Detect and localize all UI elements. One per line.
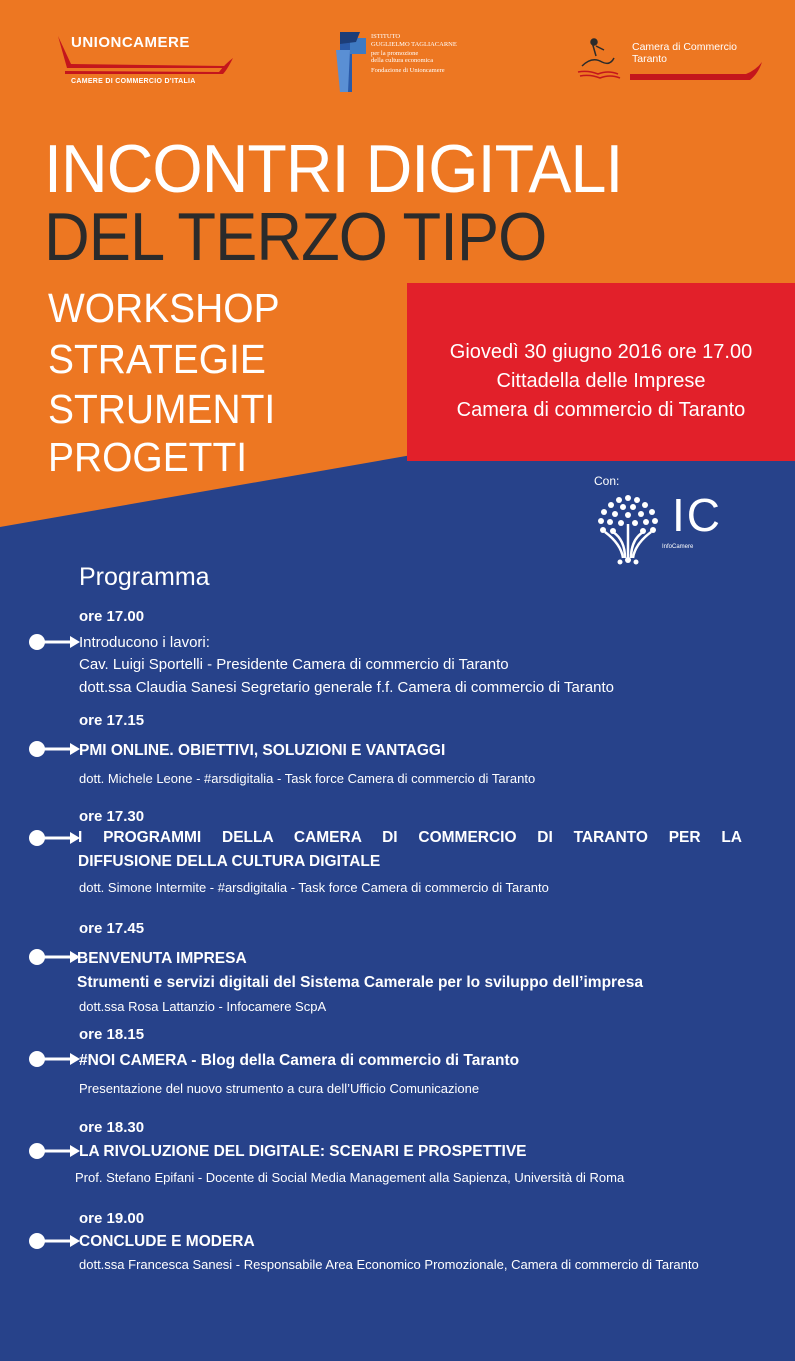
session-1-line3: dott.ssa Claudia Sanesi Segretario generale f.f. Camera di commercio di Taranto [79, 679, 614, 696]
session-1-line2: Cav. Luigi Sportelli - Presidente Camera di commercio di Taranto [79, 656, 509, 673]
workshop-word: WORKSHOP [48, 285, 280, 331]
infocamere-logo-text: IC [672, 489, 722, 541]
session-6-speaker: Prof. Stefano Epifani - Docente di Social Media Management alla Sapienza, Università di Roma [75, 1170, 625, 1185]
session-6-time: ore 18.30 [79, 1119, 145, 1136]
event-host: Camera di commercio di Taranto [456, 399, 746, 421]
event-info [407, 338, 795, 425]
session-1-time: ore 17.00 [79, 608, 145, 625]
tagliacarne-line5: Fondazione di Unioncamere [371, 67, 445, 74]
dolphin-rider-icon [578, 39, 620, 78]
main-title-line2: DEL TERZO TIPO [44, 199, 547, 275]
session-3-time: ore 17.30 [79, 808, 145, 825]
partner-label: Con: [594, 474, 620, 488]
infocamere-tree-icon [595, 492, 661, 566]
session-2-speaker: dott. Michele Leone - #arsdigitalia - Task force Camera di commercio di Taranto [79, 771, 536, 786]
session-4-heading-line1: BENVENUTA IMPRESA [77, 950, 247, 967]
session-7-speaker: dott.ssa Francesca Sanesi - Responsabile Area Economico Promozionale, Camera di commercio di Taranto [79, 1257, 699, 1272]
arrow-bullet-icon [28, 1142, 80, 1160]
progetti-word: PROGETTI [48, 434, 248, 480]
camera-taranto-line2: Taranto [632, 53, 668, 65]
session-7-time: ore 19.00 [79, 1210, 145, 1227]
strumenti-word: STRUMENTI [48, 386, 276, 432]
session-4-speaker: dott.ssa Rosa Lattanzio - Infocamere ScpA [79, 999, 327, 1014]
event-venue: Cittadella delle Imprese [496, 370, 706, 392]
unioncamere-logo [55, 28, 235, 98]
camera-taranto-logo [574, 36, 764, 86]
tagliacarne-line3: per la promozione [371, 50, 419, 57]
arrow-bullet-icon [28, 1232, 80, 1250]
tagliacarne-emblem-icon [334, 30, 368, 94]
infocamere-logo-subtitle: InfoCamere [662, 544, 694, 550]
strategie-word: STRATEGIE [48, 336, 266, 382]
main-title-line1: INCONTRI DIGITALI [44, 131, 623, 207]
session-7-heading: CONCLUDE E MODERA [79, 1233, 255, 1250]
session-5-time: ore 18.15 [79, 1026, 145, 1043]
arrow-bullet-icon [28, 633, 80, 651]
camera-taranto-line1: Camera di Commercio [632, 41, 738, 53]
arrow-bullet-icon [28, 829, 80, 847]
tagliacarne-line2: GUGLIELMO TAGLIACARNE [371, 41, 457, 48]
program-title: Programma [79, 563, 210, 591]
session-5-heading: #NOI CAMERA - Blog della Camera di commercio di Taranto [79, 1052, 520, 1069]
session-2-time: ore 17.15 [79, 712, 145, 729]
arrow-bullet-icon [28, 948, 80, 966]
session-4-heading-line2: Strumenti e servizi digitali del Sistema Camerale per lo sviluppo dell’impresa [77, 974, 643, 991]
session-2-heading: PMI ONLINE. OBIETTIVI, SOLUZIONI E VANTAGGI [79, 742, 446, 759]
unioncamere-name: UNIONCAMERE [71, 34, 190, 51]
session-3-heading-line2: DIFFUSIONE DELLA CULTURA DIGITALE [78, 853, 381, 870]
session-6-heading: LA RIVOLUZIONE DEL DIGITALE: SCENARI E PROSPETTIVE [79, 1143, 527, 1160]
session-5-speaker: Presentazione del nuovo strumento a cura dell’Ufficio Comunicazione [79, 1081, 480, 1096]
tagliacarne-line4: della cultura economica [371, 57, 434, 64]
session-4-time: ore 17.45 [79, 920, 145, 937]
session-1-line1: Introducono i lavori: [79, 634, 210, 651]
arrow-bullet-icon [28, 740, 80, 758]
event-date: Giovedì 30 giugno 2016 ore 17.00 [449, 341, 753, 363]
session-3-heading-line1: I PROGRAMMI DELLA CAMERA DI COMMERCIO DI TARANTO PER LA [78, 829, 742, 846]
session-3-speaker: dott. Simone Intermite - #arsdigitalia - Task force Camera di commercio di Taranto [79, 880, 549, 895]
tagliacarne-line1: ISTITUTO [371, 33, 401, 40]
arrow-bullet-icon [28, 1050, 80, 1068]
unioncamere-subtitle: CAMERE DI COMMERCIO D'ITALIA [71, 78, 196, 85]
tagliacarne-logo [334, 30, 494, 100]
